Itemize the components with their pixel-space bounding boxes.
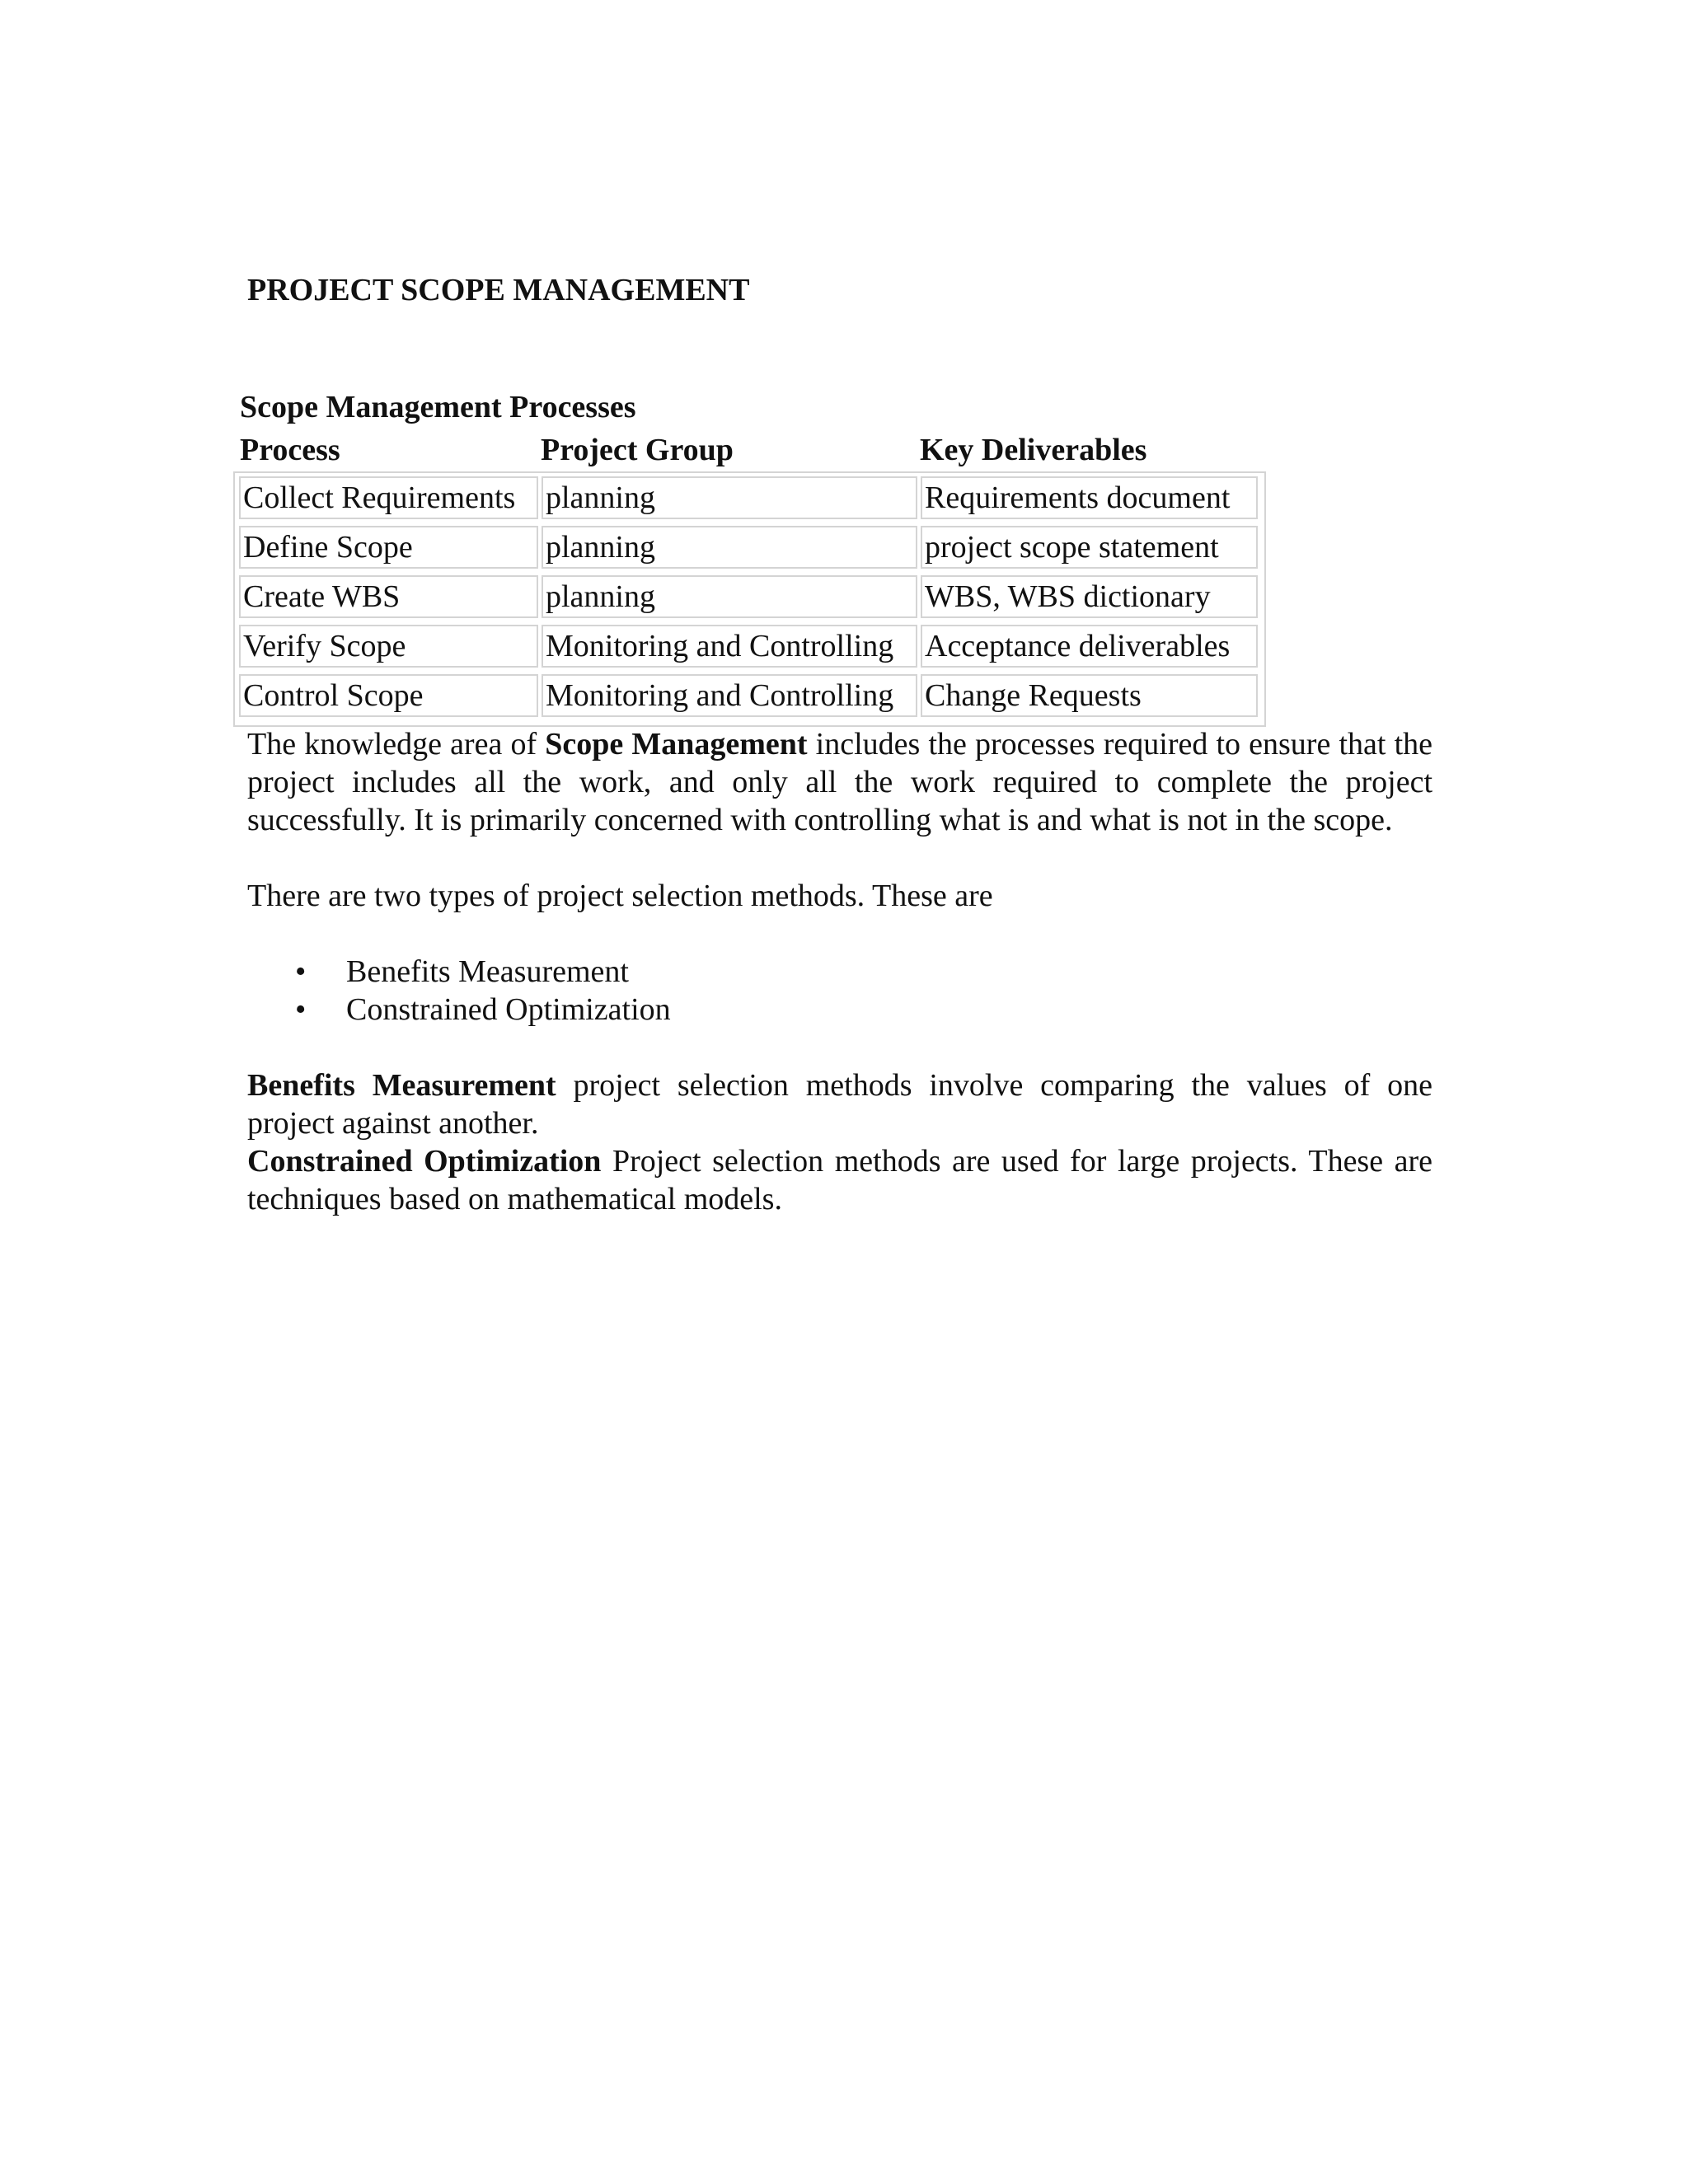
table-cell: Change Requests [921, 674, 1258, 717]
table-cell: WBS, WBS dictionary [921, 575, 1258, 618]
table-cell: planning [542, 526, 917, 569]
table-cell: Create WBS [239, 575, 538, 618]
header-process: Process [240, 433, 340, 467]
table-row [235, 625, 1264, 668]
table-row [235, 674, 1264, 717]
types-intro: There are two types of project selection methods. These are [247, 879, 993, 913]
page-title: PROJECT SCOPE MANAGEMENT [247, 273, 750, 307]
benefits-bold-term: Benefits Measurement [247, 1068, 556, 1103]
header-key-deliverables: Key Deliverables [920, 433, 1147, 467]
benefits-paragraph [247, 1066, 1432, 1142]
list-item-label: Constrained Optimization [346, 992, 671, 1027]
table-cell: planning [542, 476, 917, 519]
list-item-label: Benefits Measurement [346, 954, 629, 989]
bullet-icon: • [295, 992, 307, 1027]
benefits-rest: project selection methods involve comparing the values of one project against another. [247, 1068, 1432, 1141]
intro-lead: The knowledge area of [247, 727, 546, 762]
process-table [233, 471, 1266, 727]
list-item [247, 991, 671, 1029]
bullet-icon: • [295, 954, 307, 989]
table-title: Scope Management Processes [240, 390, 636, 424]
header-project-group: Project Group [541, 433, 734, 467]
intro-paragraph [247, 725, 1432, 839]
table-cell: Control Scope [239, 674, 538, 717]
table-cell: planning [542, 575, 917, 618]
table-cell: Monitoring and Controlling [542, 625, 917, 668]
table-cell: Requirements document [921, 476, 1258, 519]
intro-bold-term: Scope Management [545, 727, 808, 762]
table-row [235, 526, 1264, 569]
constrained-bold-term: Constrained Optimization [247, 1144, 602, 1179]
table-cell: Acceptance deliverables [921, 625, 1258, 668]
table-cell: Monitoring and Controlling [542, 674, 917, 717]
constrained-paragraph [247, 1142, 1432, 1218]
table-cell: project scope statement [921, 526, 1258, 569]
intro-rest: includes the processes required to ensure that the project includes all the work, and only all the work required to complete the project successfully. It is primarily concerned with controlling what is and what is not in the scope. [247, 727, 1432, 837]
selection-methods-list [247, 953, 671, 1029]
table-cell: Define Scope [239, 526, 538, 569]
list-item [247, 953, 671, 991]
constrained-rest: Project selection methods are used for large projects. These are techniques based on mathematical models. [247, 1144, 1433, 1216]
table-cell: Collect Requirements [239, 476, 538, 519]
table-row [235, 575, 1264, 618]
table-cell: Verify Scope [239, 625, 538, 668]
table-row [235, 476, 1264, 519]
